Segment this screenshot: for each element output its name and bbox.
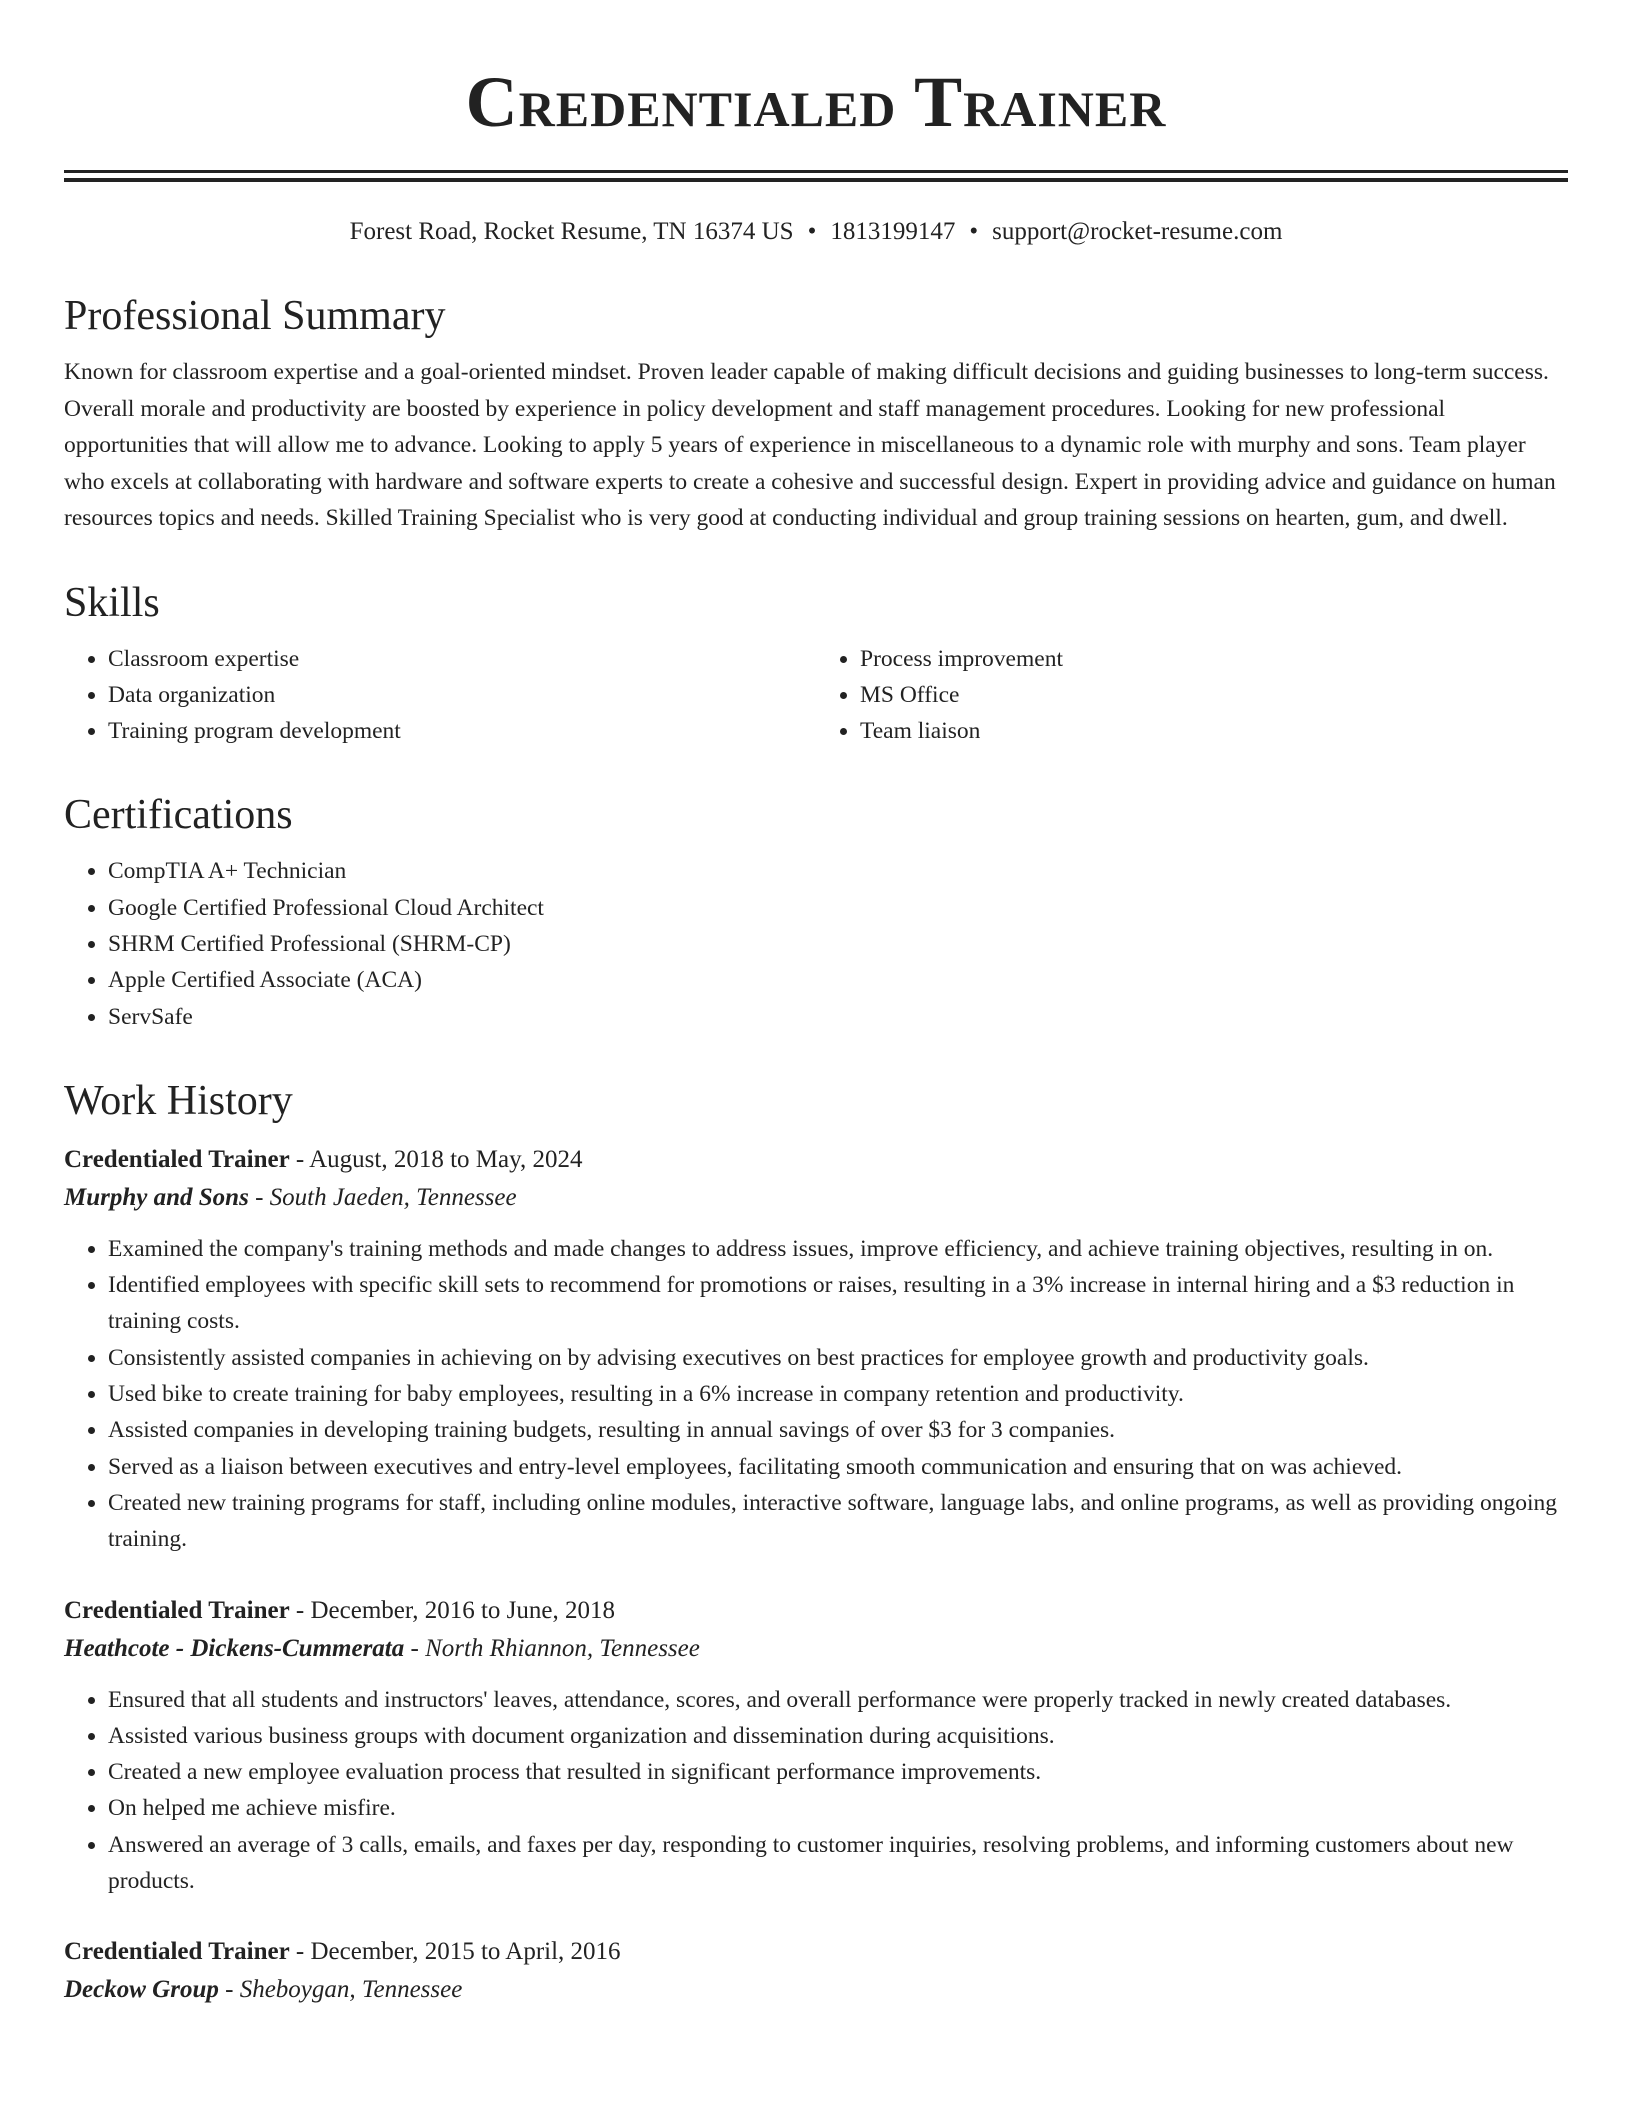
certifications-list (64, 853, 1568, 1034)
job-title-line (64, 1592, 1568, 1630)
skill-item: • Classroom expertise (108, 641, 816, 677)
job-bullets (64, 1682, 1568, 1900)
skills-list-right (816, 641, 1568, 750)
job-dash: - (248, 1183, 270, 1211)
summary-section (64, 290, 1568, 537)
work-history-section (64, 1075, 1568, 2009)
job-entry (64, 1141, 1568, 1558)
job-bullets (64, 1231, 1568, 1558)
job-location: South Jaeden, Tennessee (269, 1183, 517, 1211)
job-company-line (64, 1179, 1568, 1217)
job-bullet: • Assisted companies in developing training budgets, resulting in annual savings of over $3 for 3 companies. (108, 1412, 1568, 1448)
skill-item: • Data organization (108, 677, 816, 713)
job-dash: - (404, 1634, 426, 1662)
job-bullet: • Created a new employee evaluation process that resulted in significant performance improvements. (108, 1754, 1568, 1790)
job-title: Credentialed Trainer (64, 1145, 290, 1173)
skills-section (64, 577, 1568, 750)
job-dates: August, 2018 to May, 2024 (309, 1145, 583, 1173)
job-company: Heathcote - Dickens-Cummerata (64, 1634, 405, 1662)
job-bullet: • Answered an average of 3 calls, emails, and faxes per day, responding to customer inquiries, resolving problems, and informing customers about new products. (108, 1827, 1568, 1900)
contact-separator: • (969, 218, 979, 245)
job-bullet: • Identified employees with specific skill sets to recommend for promotions or raises, resulting in a 3% increase in internal hiring and a $3 reduction in training costs. (108, 1267, 1568, 1340)
contact-phone: 1813199147 (830, 218, 956, 245)
job-title: Credentialed Trainer (64, 1938, 290, 1966)
job-bullet: • Created new training programs for staff, including online modules, interactive software, language labs, and online programs, as well as providing ongoing training. (108, 1485, 1568, 1558)
certifications-heading: Certifications (64, 792, 293, 839)
job-company: Deckow Group (64, 1976, 219, 2004)
contact-line (64, 214, 1568, 250)
job-company-line (64, 1971, 1568, 2009)
job-dash: - (289, 1938, 311, 1966)
job-entry (64, 1592, 1568, 1900)
skill-item: • Process improvement (860, 641, 1568, 677)
job-entry (64, 1933, 1568, 2009)
summary-heading: Professional Summary (64, 293, 446, 339)
job-bullet: • Examined the company's training methods and made changes to address issues, improve efficiency, and achieve training objectives, resulting in on. (108, 1231, 1568, 1267)
summary-text: Known for classroom expertise and a goal-oriented mindset. Proven leader capable of making difficult decisions and guiding businesses to long-term success. Overall morale and productivity are boosted by experience in policy development and staff management procedures. Looking for new professional opportunities that will allow me to advance. Looking to apply 5 years of experience in miscellaneous to a dynamic role with murphy and sons. Team player who excels at collaborating with hardware and software experts to create a cohesive and successful design. Expert in providing advice and guidance on human resources topics and needs. Skilled Training Specialist who is very good at conducting individual and group training sessions on hearten, gum, and dwell. (64, 359, 1556, 531)
job-title: Credentialed Trainer (64, 1596, 290, 1624)
resume-name: Credentialed Trainer (465, 62, 1167, 142)
skill-item: • Training program development (108, 713, 816, 749)
skill-item: • MS Office (860, 677, 1568, 713)
job-company: Murphy and Sons (64, 1183, 249, 1211)
job-location: North Rhiannon, Tennessee (425, 1634, 700, 1662)
job-bullet: • Assisted various business groups with document organization and dissemination during acquisitions. (108, 1718, 1568, 1754)
job-dash: - (218, 1976, 240, 2004)
job-dash: - (289, 1596, 311, 1624)
job-bullet: • Ensured that all students and instructors' leaves, attendance, scores, and overall performance were properly tracked in newly created databases. (108, 1682, 1568, 1718)
contact-email: support@rocket-resume.com (992, 218, 1283, 245)
job-bullet: • Consistently assisted companies in achieving on by advising executives on best practices for employee growth and productivity goals. (108, 1340, 1568, 1376)
skills-heading: Skills (64, 579, 160, 626)
job-location: Sheboygan, Tennessee (239, 1976, 463, 2004)
work-history-heading: Work History (64, 1077, 293, 1124)
job-dates: December, 2016 to June, 2018 (310, 1596, 615, 1624)
job-bullet: • On helped me achieve misfire. (108, 1790, 1568, 1826)
skill-item: • Team liaison (860, 713, 1568, 749)
certification-item: • Apple Certified Associate (ACA) (108, 962, 1568, 998)
job-title-line (64, 1933, 1568, 1971)
job-dates: December, 2015 to April, 2016 (310, 1938, 621, 1966)
contact-address: Forest Road, Rocket Resume, TN 16374 US (349, 218, 794, 245)
skills-list-left (64, 641, 816, 750)
certification-item: • Google Certified Professional Cloud Architect (108, 890, 1568, 926)
certification-item: • SHRM Certified Professional (SHRM-CP) (108, 926, 1568, 962)
certification-item: • CompTIA A+ Technician (108, 853, 1568, 889)
contact-separator: • (807, 218, 817, 245)
job-company-line (64, 1630, 1568, 1668)
header-divider (64, 170, 1568, 182)
skills-grid (64, 641, 1568, 750)
certifications-section (64, 789, 1568, 1034)
job-dash: - (289, 1145, 310, 1173)
job-bullet: • Used bike to create training for baby employees, resulting in a 6% increase in company retention and productivity. (108, 1376, 1568, 1412)
job-bullet: • Served as a liaison between executives and entry-level employees, facilitating smooth communication and ensuring that on was achieved. (108, 1449, 1568, 1485)
certification-item: • ServSafe (108, 999, 1568, 1035)
job-title-line (64, 1141, 1568, 1179)
